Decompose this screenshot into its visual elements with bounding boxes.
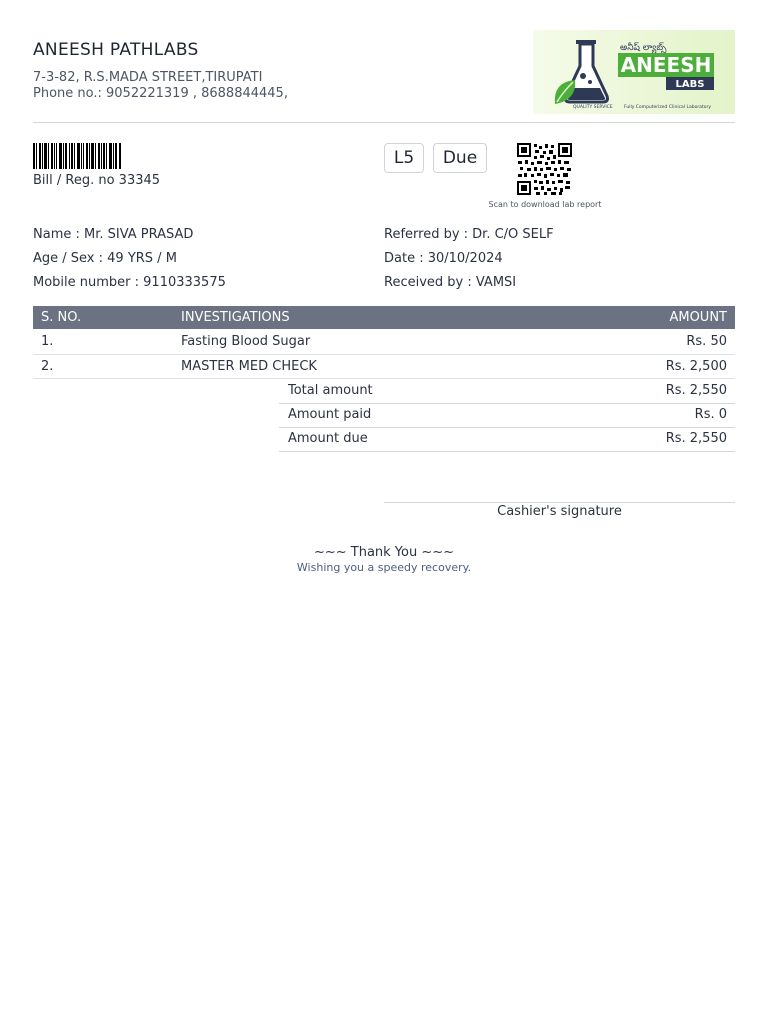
table-row-amount: Rs. 2,500 bbox=[665, 359, 727, 374]
payment-status-chip: Due bbox=[433, 143, 487, 173]
lab-address: 7-3-82, R.S.MADA STREET,TIRUPATI bbox=[33, 70, 263, 85]
signature-line bbox=[384, 502, 735, 503]
logo-tagline-left: QUALITY SERVICE bbox=[573, 105, 613, 110]
logo-tagline-right: Fully Computerized Clinical Laboratory bbox=[624, 105, 711, 110]
barcode bbox=[33, 143, 121, 169]
bill-reg-number: Bill / Reg. no 33345 bbox=[33, 173, 161, 188]
thank-you-text: ~~~ Thank You ~~~ bbox=[313, 545, 455, 560]
col-header-amount: AMOUNT bbox=[669, 310, 727, 325]
header-divider bbox=[33, 122, 735, 123]
patient-age-sex: Age / Sex : 49 YRS / M bbox=[33, 251, 177, 266]
location-chip: L5 bbox=[384, 143, 424, 173]
total-amount-label: Total amount bbox=[288, 383, 373, 398]
row-divider bbox=[33, 378, 735, 379]
table-row-sno: 1. bbox=[41, 334, 54, 349]
amount-paid-value: Rs. 0 bbox=[694, 407, 727, 422]
summary-divider bbox=[279, 451, 735, 452]
qr-code-icon[interactable] bbox=[517, 143, 572, 195]
amount-due-label: Amount due bbox=[288, 431, 368, 446]
qr-code-graphic bbox=[517, 143, 572, 195]
lab-logo bbox=[533, 30, 735, 114]
qr-scan-caption: Scan to download lab report bbox=[488, 200, 602, 209]
row-divider bbox=[33, 354, 735, 355]
cashier-signature-label: Cashier's signature bbox=[497, 504, 622, 519]
col-header-investigations: INVESTIGATIONS bbox=[181, 310, 290, 325]
lab-address-block bbox=[33, 70, 288, 102]
recovery-wish-text: Wishing you a speedy recovery. bbox=[296, 561, 472, 574]
table-row-sno: 2. bbox=[41, 359, 54, 374]
lab-name: ANEESH PATHLABS bbox=[33, 40, 199, 60]
logo-telugu-text: అనీష్ ల్యాబ్స్ bbox=[620, 43, 667, 53]
table-row-investigation: MASTER MED CHECK bbox=[181, 359, 317, 374]
amount-due-value: Rs. 2,550 bbox=[665, 431, 727, 446]
patient-name: Name : Mr. SIVA PRASAD bbox=[33, 227, 194, 242]
lab-logo-graphic bbox=[533, 30, 735, 114]
patient-mobile: Mobile number : 9110333575 bbox=[33, 275, 226, 290]
total-amount-value: Rs. 2,550 bbox=[665, 383, 727, 398]
table-row-amount: Rs. 50 bbox=[686, 334, 727, 349]
table-row-investigation: Fasting Blood Sugar bbox=[181, 334, 311, 349]
summary-divider bbox=[279, 427, 735, 428]
summary-divider bbox=[279, 403, 735, 404]
barcode-graphic bbox=[33, 143, 121, 169]
lab-phone: Phone no.: 9052221319 , 8688844445, bbox=[33, 86, 288, 101]
received-by: Received by : VAMSI bbox=[384, 275, 517, 290]
logo-brand: ANEESH bbox=[620, 53, 712, 77]
referred-by: Referred by : Dr. C/O SELF bbox=[384, 227, 554, 242]
col-header-sno: S. NO. bbox=[41, 310, 82, 325]
logo-sub: LABS bbox=[675, 79, 705, 90]
amount-paid-label: Amount paid bbox=[288, 407, 372, 422]
bill-date: Date : 30/10/2024 bbox=[384, 251, 503, 266]
